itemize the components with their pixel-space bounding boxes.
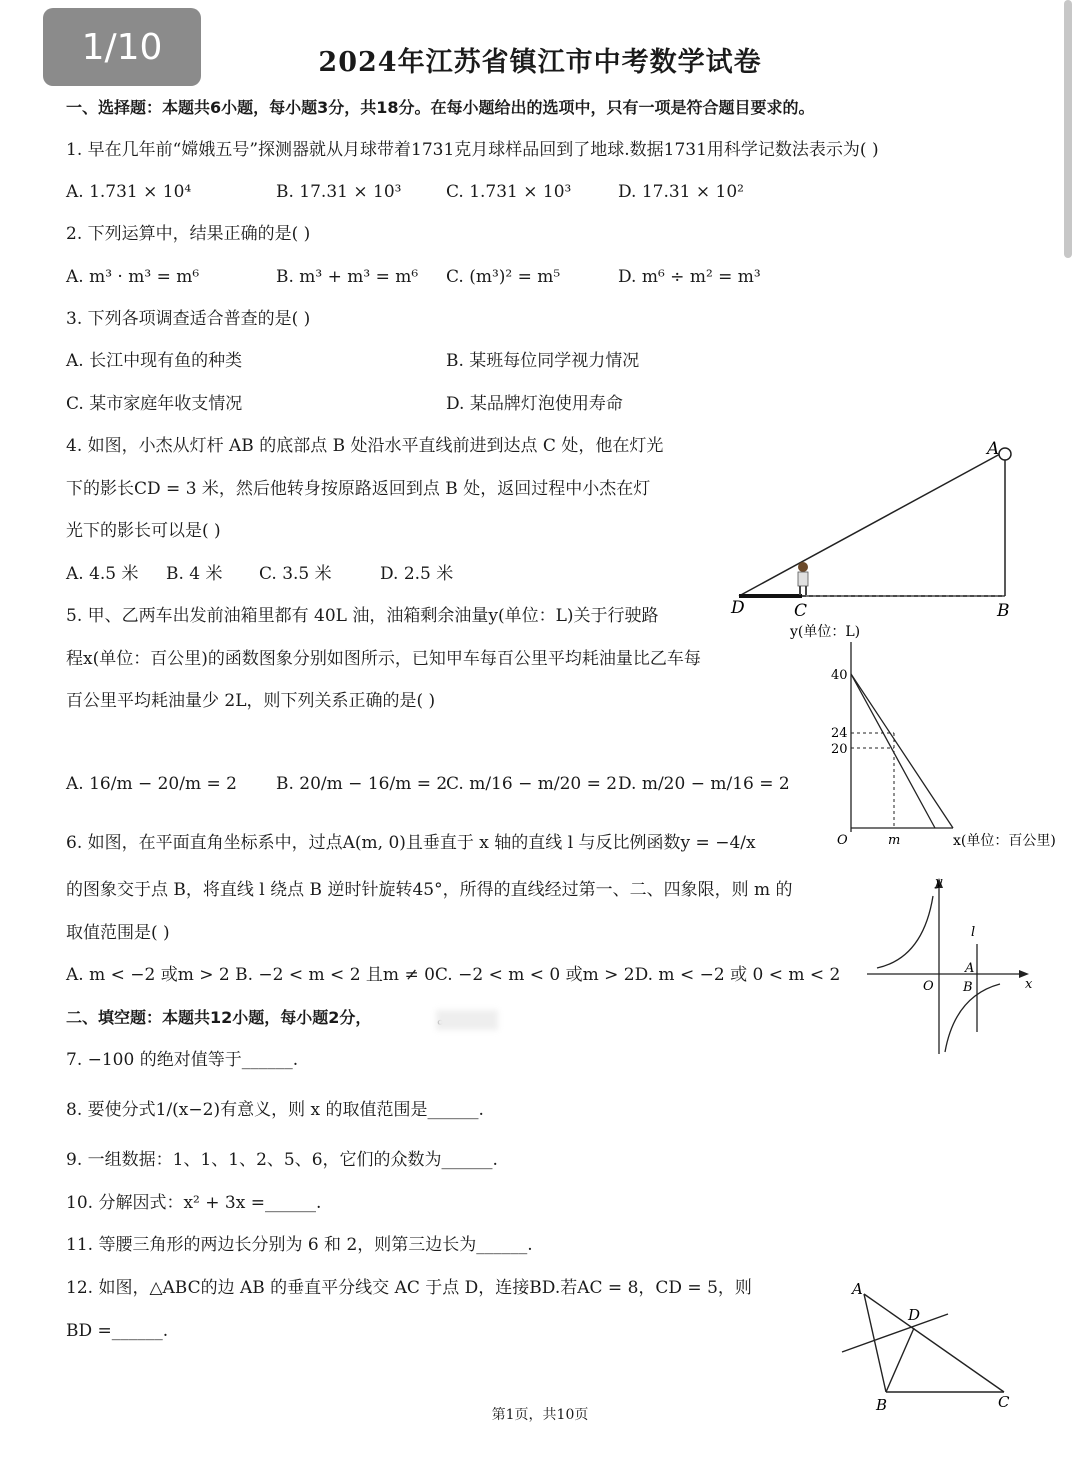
q2-option-c: C. (m³)² = m⁵ xyxy=(446,267,561,287)
q3-option-b: B. 某班每位同学视力情况 xyxy=(446,351,640,371)
y-tick-24: 24 xyxy=(831,726,848,741)
person-icon xyxy=(798,562,808,595)
section-2-heading-text: 二、填空题：本题共12小题，每小题2分， xyxy=(66,1008,372,1027)
label-a: A xyxy=(852,1280,863,1298)
y-tick-20: 20 xyxy=(831,742,848,757)
q4-line-2: 下的影长CD = 3 米，然后他转身按原路返回到点 B 处，返回过程中小杰在灯 xyxy=(66,479,651,499)
q6-coordinate-figure xyxy=(865,872,1040,1056)
q10: 10. 分解因式：x² + 3x =______. xyxy=(66,1193,322,1213)
exam-title: 2024年江苏省镇江市中考数学试卷 xyxy=(318,47,762,78)
q12-line-1: 12. 如图，△ABC的边 AB 的垂直平分线交 AC 于点 D，连接BD.若AC = 8，CD = 5，则 xyxy=(66,1278,752,1298)
x-tick-m: m xyxy=(888,833,901,848)
label-c: C xyxy=(998,1393,1010,1411)
q5-line-1: 5. 甲、乙两车出发前油箱里都有 40L 油，油箱剩余油量y(单位：L)关于行驶路 xyxy=(66,606,659,626)
light-ray xyxy=(739,454,1000,596)
scrollbar[interactable] xyxy=(1064,0,1072,258)
q11: 11. 等腰三角形的两边长分别为 6 和 2，则第三边长为______. xyxy=(66,1235,533,1255)
side-ac xyxy=(864,1294,1004,1392)
page-footer: 第1页，共10页 xyxy=(491,1407,589,1423)
label-l: l xyxy=(971,925,976,940)
label-b: B xyxy=(963,980,973,995)
q3-option-c: C. 某市家庭年收支情况 xyxy=(66,394,243,414)
hyperbola-branch-2 xyxy=(877,896,933,968)
q3-option-d: D. 某品牌灯泡使用寿命 xyxy=(446,394,623,414)
q5-option-c: C. m/16 − m/20 = 2 xyxy=(446,774,618,794)
q1-option-c: C. 1.731 × 10³ xyxy=(446,182,572,202)
segment-bd xyxy=(886,1328,914,1392)
q7: 7. −100 的绝对值等于______. xyxy=(66,1050,299,1070)
y-axis-label: y(单位：L) xyxy=(790,624,861,640)
perpendicular-bisector xyxy=(842,1314,948,1352)
q4-line-3: 光下的影长可以是( ) xyxy=(66,521,221,541)
label-o: O xyxy=(923,979,934,994)
q3-option-a: A. 长江中现有鱼的种类 xyxy=(66,351,243,371)
label-d: D xyxy=(908,1306,921,1324)
q4-option-c: C. 3.5 米 xyxy=(259,564,332,584)
label-d: D xyxy=(731,598,745,618)
q5-graph-figure xyxy=(790,620,1073,852)
q6-line-3: 取值范围是( ) xyxy=(66,923,170,943)
label-b: B xyxy=(876,1396,888,1414)
lamp-icon xyxy=(999,448,1011,460)
q12-triangle-figure xyxy=(838,1276,1028,1414)
q2-stem: 2. 下列运算中，结果正确的是( ) xyxy=(66,224,311,244)
q12-line-2: BD =______. xyxy=(66,1321,169,1341)
y-tick-40: 40 xyxy=(831,668,848,683)
blurred-region xyxy=(436,1010,498,1030)
q6-line-2: 的图象交于点 B，将直线 l 绕点 B 逆时针旋转45°，所得的直线经过第一、二、四象限，则 m 的 xyxy=(66,880,793,900)
x-axis-label: x(单位：百公里) xyxy=(953,833,1056,849)
q9: 9. 一组数据：1、1、1、2、5、6，它们的众数为______. xyxy=(66,1150,498,1170)
q5-option-a: A. 16/m − 20/m = 2 xyxy=(66,774,237,794)
q4-option-d: D. 2.5 米 xyxy=(380,564,454,584)
q5-line-2: 程x(单位：百公里)的函数图象分别如图所示，已知甲车每百公里平均耗油量比乙车每 xyxy=(66,649,701,669)
page-indicator: 1/10 xyxy=(43,8,201,86)
q6-options: A. m < −2 或m > 2 B. −2 < m < 2 且m ≠ 0C. −2 < m < 0 或m > 2D. m < −2 或 0 < m < 2 xyxy=(66,965,841,985)
label-b: B xyxy=(997,601,1010,621)
q1-stem: 1. 早在几年前“嫦娥五号”探测器就从月球带着1731克月球样品回到了地球.数据1731用科学记数法表示为( ) xyxy=(66,140,879,160)
q4-option-b: B. 4 米 xyxy=(166,564,223,584)
origin-label: O xyxy=(837,833,848,848)
q6-line-1: 6. 如图，在平面直角坐标系中，过点A(m, 0)且垂直于 x 轴的直线 l 与反比例函数y = −4/x xyxy=(66,833,756,853)
q1-option-a: A. 1.731 × 10⁴ xyxy=(66,182,192,202)
label-y: y xyxy=(935,875,943,890)
q1-option-d: D. 17.31 × 10² xyxy=(618,182,744,202)
q3-stem: 3. 下列各项调查适合普查的是( ) xyxy=(66,309,311,329)
q2-option-b: B. m³ + m³ = m⁶ xyxy=(276,267,419,287)
section-1-heading: 一、选择题：本题共6小题，每小题3分，共18分。在每小题给出的选项中，只有一项是符合题目要求的。 xyxy=(66,98,815,117)
q5-option-d: D. m/20 − m/16 = 2 xyxy=(618,774,790,794)
q4-option-a: A. 4.5 米 xyxy=(66,564,139,584)
q2-option-d: D. m⁶ ÷ m² = m³ xyxy=(618,267,761,287)
label-a: A xyxy=(965,961,975,976)
q8: 8. 要使分式1/(x−2)有意义，则 x 的取值范围是______. xyxy=(66,1100,484,1120)
q5-option-b: B. 20/m − 16/m = 2 xyxy=(276,774,448,794)
label-x: x xyxy=(1025,977,1033,992)
line-yi xyxy=(851,674,953,828)
q4-line-1: 4. 如图，小杰从灯杆 AB 的底部点 B 处沿水平直线前进到达点 C 处，他在灯光 xyxy=(66,436,664,456)
label-a: A xyxy=(987,439,1000,459)
section-2-heading xyxy=(66,1006,453,1030)
q5-line-3: 百公里平均耗油量少 2L，则下列关系正确的是( ) xyxy=(66,691,436,711)
q4-lamp-figure xyxy=(725,436,1025,620)
line-jia xyxy=(851,674,935,828)
q2-option-a: A. m³ · m³ = m⁶ xyxy=(66,267,200,287)
q1-option-b: B. 17.31 × 10³ xyxy=(276,182,402,202)
label-c: C xyxy=(794,601,808,621)
